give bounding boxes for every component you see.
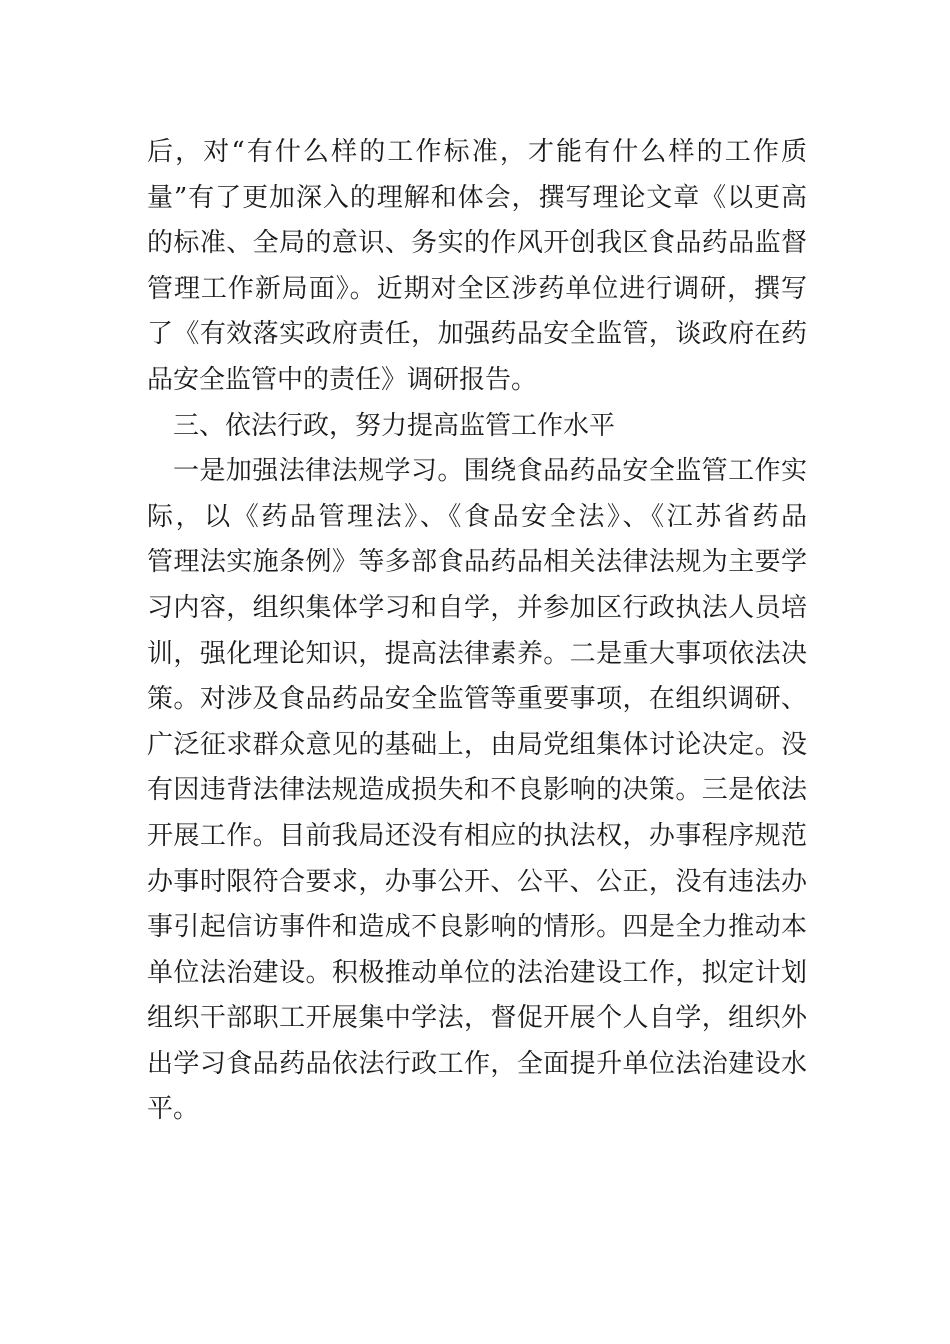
text-line: 管理工作新局面》。近期对全区涉药单位进行调研，撰写 [147, 273, 807, 304]
text-line: 的标准、全局的意识、务实的作风开创我区食品药品监督 [147, 228, 807, 259]
text-line: 习内容，组织集体学习和自学，并参加区行政执法人员培 [147, 592, 807, 623]
text-line: 有因违背法律法规造成损失和不良影响的决策。三是依法 [147, 775, 807, 806]
text-line: 开展工作。目前我局还没有相应的执法权，办事程序规范 [147, 820, 807, 851]
text-line: 平。 [147, 1094, 200, 1125]
paragraph-first-line: 一是加强法律法规学习。围绕食品药品安全监管工作实 [173, 456, 807, 487]
text-line: 事引起信访事件和造成不良影响的情形。四是全力推动本 [147, 912, 807, 943]
text-line: 出学习食品药品依法行政工作，全面提升单位法治建设水 [147, 1048, 807, 1079]
text-line: 单位法治建设。积极推动单位的法治建设工作，拟定计划 [147, 957, 807, 988]
text-line: 训，强化理论知识，提高法律素养。二是重大事项依法决 [147, 638, 807, 669]
text-line: 际，以《药品管理法》、《食品安全法》、《江苏省药品 [147, 501, 807, 532]
text-line: 办事时限符合要求，办事公开、公平、公正，没有违法办 [147, 866, 807, 897]
text-line: 后，对“有什么样的工作标准，才能有什么样的工作质 [147, 137, 807, 167]
text-line: 管理法实施条例》等多部食品药品相关法律法规为主要学 [147, 547, 807, 578]
text-line: 了《有效落实政府责任，加强药品安全监管，谈政府在药 [147, 319, 807, 350]
text-line: 组织干部职工开展集中学法，督促开展个人自学，组织外 [147, 1003, 807, 1034]
text-line: 品安全监管中的责任》调研报告。 [147, 364, 538, 395]
text-line: 量”有了更加深入的理解和体会，撰写理论文章《以更高 [147, 182, 807, 213]
text-line: 广泛征求群众意见的基础上，由局党组集体讨论决定。没 [147, 729, 807, 760]
section-heading: 三、依法行政，努力提高监管工作水平 [173, 410, 616, 441]
text-line: 策。对涉及食品药品安全监管等重要事项，在组织调研、 [147, 684, 807, 715]
document-body [147, 130, 807, 1133]
